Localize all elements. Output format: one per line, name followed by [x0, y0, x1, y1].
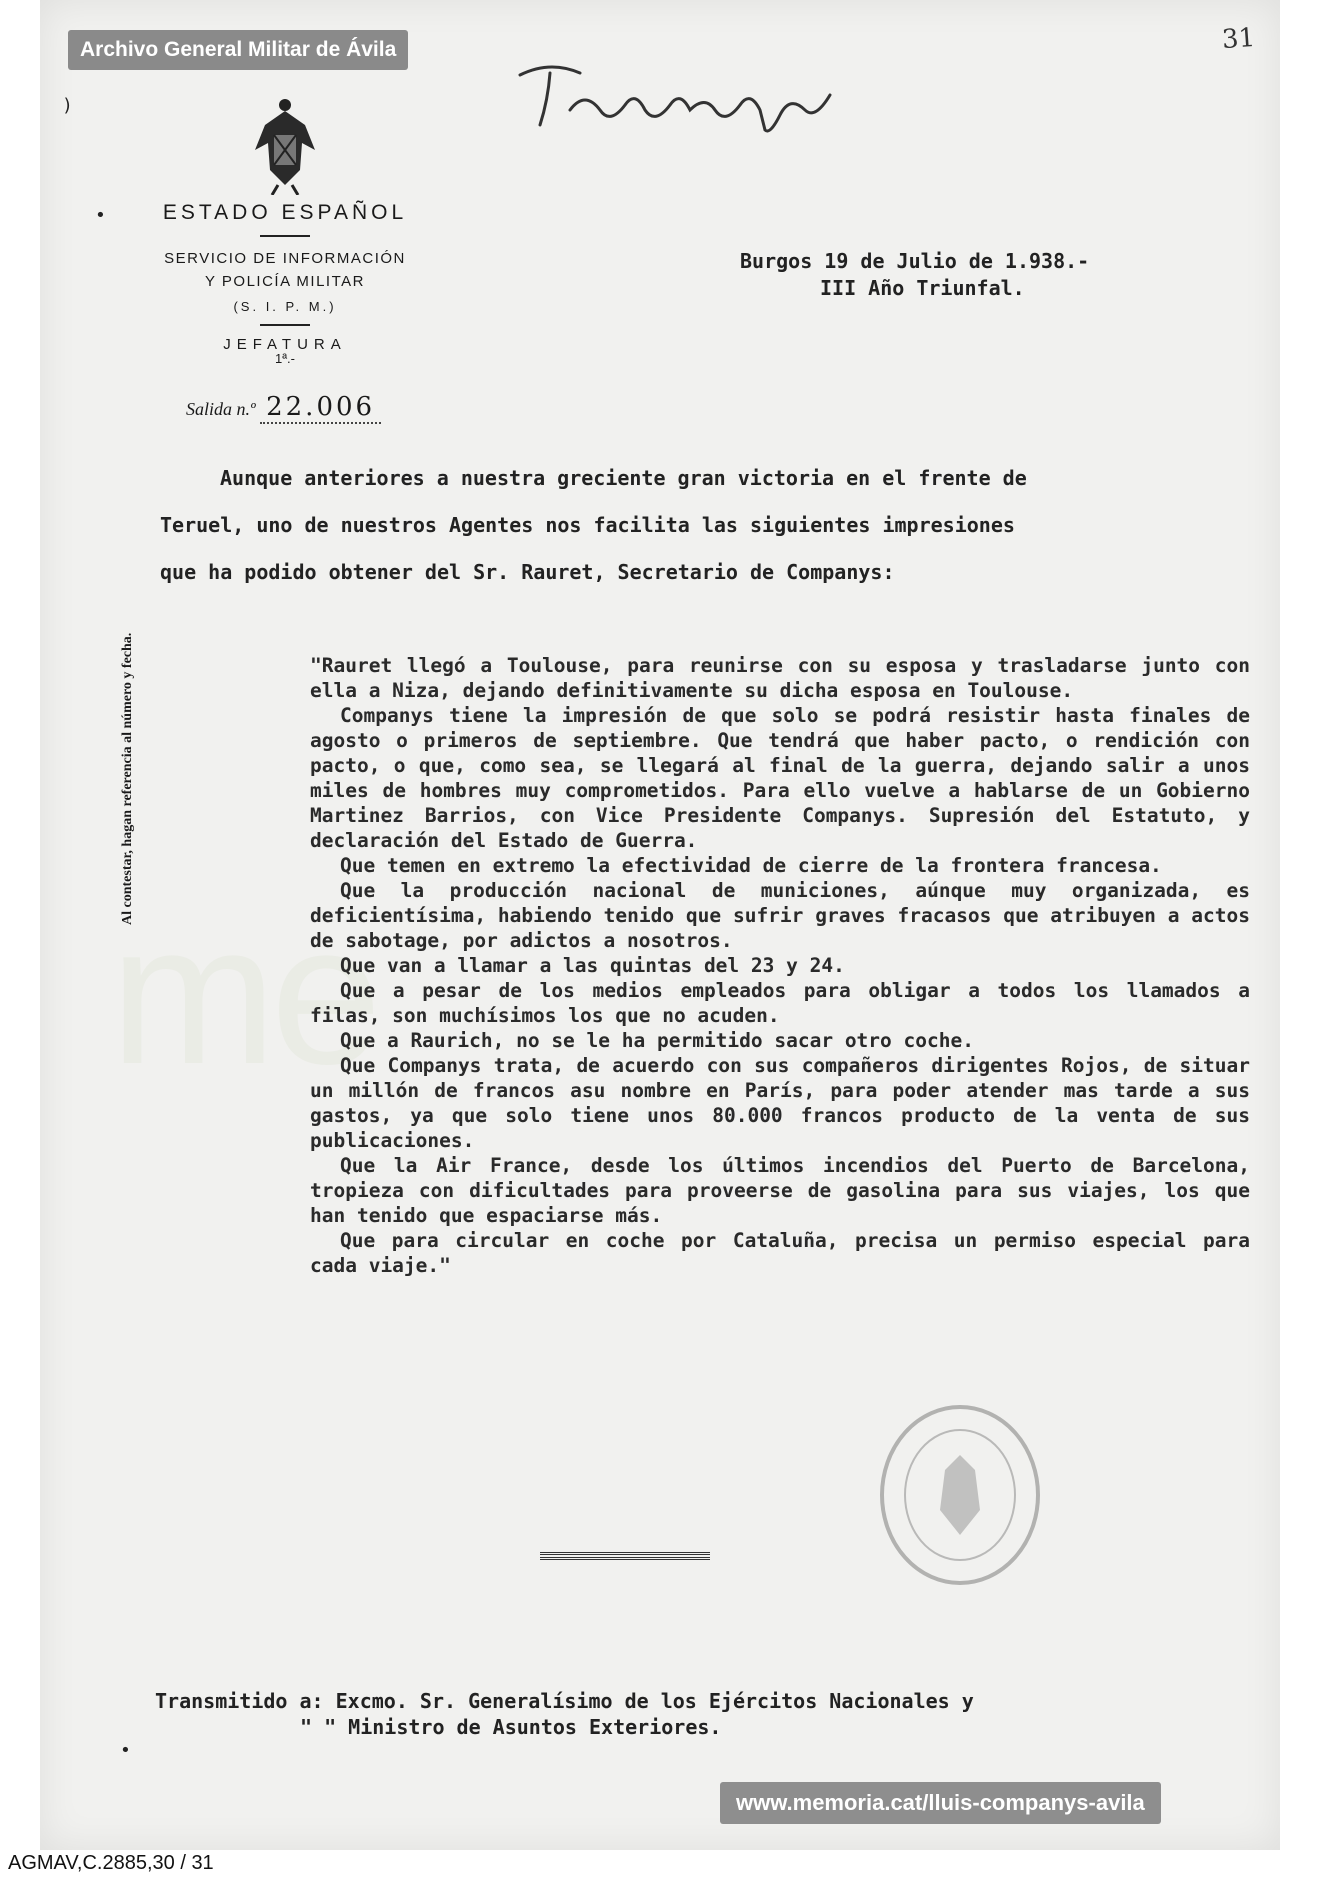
margin-mark: •	[95, 205, 106, 226]
memoria-link[interactable]: www.memoria.cat/lluis-companys-avila	[720, 1782, 1161, 1824]
official-stamp	[875, 1400, 1045, 1590]
side-note: Al contestar, hagan referencia al número y fecha.	[120, 632, 135, 925]
quote-paragraph: Que la producción nacional de municiones, aúnque muy organizada, es deficientísima, habiendo tenido que sufrir graves fracasos que atribuyen a actos de sabotage, por adictos a nosotros.	[310, 879, 1250, 952]
handwritten-page-number: 31	[1220, 22, 1257, 56]
quote-paragraph: Que a Raurich, no se le ha permitido sacar otro coche.	[340, 1029, 974, 1052]
service-line: SERVICIO DE INFORMACIÓN	[164, 250, 406, 267]
transmitted-to	[155, 1688, 974, 1740]
quote-paragraph: Que la Air France, desde los últimos incendios del Puerto de Barcelona, tropieza con dificultades para proveerse de gasolina para sus viajes, los que han tenido que espaciarse más.	[310, 1154, 1250, 1227]
archive-badge: Archivo General Militar de Ávila	[68, 30, 408, 70]
quote-paragraph: Companys tiene la impresión de que solo se podrá resistir hasta finales de agosto o primeros de septiembre. Que tendrá que haber pacto, o rendición con pacto, o que, como sea, se llegará al final de la guerra, dejando salir a unos miles de hombres muy comprometidos. Para ello vuelve a hablarse de un Gobierno Martinez Barrios, con Vice Presidente Companys. Supresión del Estatuto, y declaración del Estado de Guerra.	[310, 704, 1250, 852]
quote-paragraph: Que temen en extremo la efectividad de cierre de la frontera francesa.	[340, 854, 1162, 877]
year-line: III Año Triunfal.	[820, 276, 1025, 300]
intro-line: que ha podido obtener del Sr. Rauret, Secretario de Companys:	[160, 560, 895, 584]
dateline	[740, 248, 1089, 302]
salida-number: 22.006	[260, 392, 381, 424]
divider	[260, 324, 310, 326]
letterhead	[120, 95, 450, 366]
intro-line: Teruel, uno de nuestros Agentes nos facilita las siguientes impresiones	[160, 513, 1015, 537]
office-name: JEFATURA	[223, 336, 347, 353]
margin-mark: )	[62, 95, 73, 116]
office-sub: 1ª.-	[275, 351, 295, 366]
eagle-crest-icon	[250, 95, 320, 195]
service-acronym: (S. I. P. M.)	[233, 299, 337, 314]
quote-paragraph: Que Companys trata, de acuerdo con sus compañeros dirigentes Rojos, de situar un millón de francos asu nombre en París, para poder atender mas tarde a sus gastos, ya que solo tiene unos 80.000 francos producto de la venta de sus publicaciones.	[310, 1054, 1250, 1152]
divider	[260, 235, 310, 237]
quote-paragraph: Que para circular en coche por Cataluña, precisa un permiso especial para cada viaje."	[310, 1229, 1250, 1277]
intro-line: Aunque anteriores a nuestra greciente gran victoria en el frente de	[220, 466, 1027, 490]
watermark: me	[110, 883, 376, 1106]
quoted-report	[310, 653, 1250, 1278]
transmit-line: Transmitido a: Excmo. Sr. Generalísimo de los Ejércitos Nacionales y	[155, 1689, 974, 1713]
date-line: Burgos 19 de Julio de 1.938.-	[740, 249, 1090, 273]
quote-paragraph: "Rauret llegó a Toulouse, para reunirse con su esposa y trasladarse junto con ella a Niza, dejando definitivamente su dicha esposa en Toulouse.	[310, 654, 1250, 702]
intro-paragraph	[160, 455, 1220, 596]
handwritten-annotation	[510, 55, 850, 135]
service-line: Y POLICÍA MILITAR	[205, 273, 365, 290]
quote-paragraph: Que a pesar de los medios empleados para obligar a todos los llamados a filas, son muchísimos los que no acuden.	[310, 979, 1250, 1027]
org-name: ESTADO ESPAÑOL	[162, 201, 408, 224]
salida-label: Salida n.º	[186, 399, 256, 419]
reference-code: AGMAV,C.2885,30 / 31	[8, 1852, 214, 1874]
margin-mark: •	[120, 1740, 131, 1761]
quote-paragraph: Que van a llamar a las quintas del 23 y 24.	[340, 954, 845, 977]
transmit-line: " " Ministro de Asuntos Exteriores.	[300, 1715, 722, 1739]
closing-divider	[540, 1552, 710, 1560]
outgoing-number	[186, 392, 381, 422]
